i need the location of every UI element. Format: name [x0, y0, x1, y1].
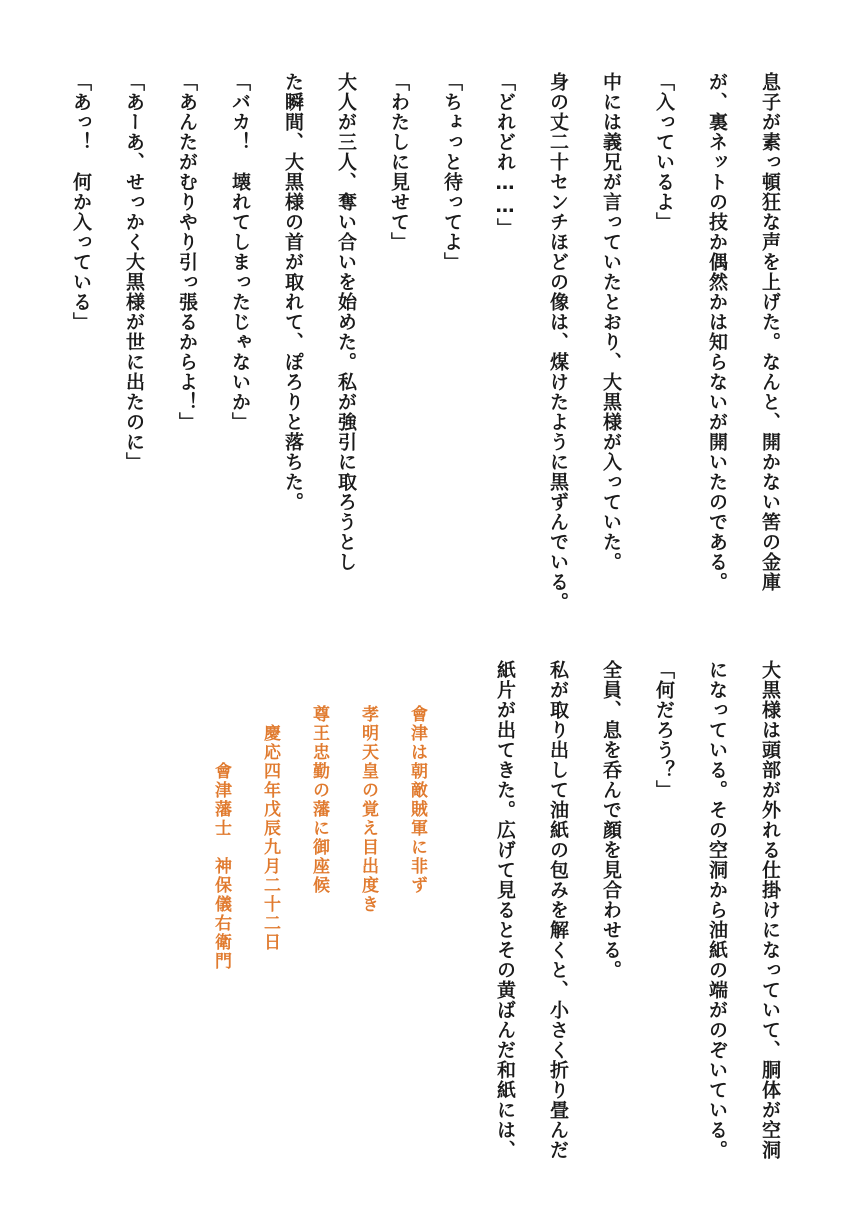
letter-line: 尊王忠勤の藩に御座候 — [309, 705, 329, 895]
text-line: 大人が三人、奪い合いを始めた。私が強引に取ろうとし — [335, 72, 357, 572]
letter-date: 慶応四年戊辰九月二十二日 — [260, 705, 280, 952]
text-line: た瞬間、大黒様の首が取れて、ぽろりと落ちた。 — [282, 72, 304, 512]
text-line: 「あーあ、せっかく大黒様が世に出たのに」 — [123, 72, 145, 472]
text-line: 紙片が出てきた。広げて見るとその黄ばんだ和紙には、 — [494, 660, 516, 1160]
letter-quote — [196, 705, 441, 1105]
text-line: 「入っているよ」 — [653, 72, 675, 232]
letter-signature: 會津藩士 神保儀右衛門 — [211, 705, 231, 971]
upper-paragraph — [54, 72, 796, 612]
text-line: 「わたしに見せて」 — [388, 72, 410, 252]
text-line: 息子が素っ頓狂な声を上げた。なんと、開かない筈の金庫 — [759, 72, 781, 592]
text-line: になっている。その空洞から油紙の端がのぞいている。 — [706, 660, 728, 1160]
text-line: 「ちょっと待ってよ」 — [441, 72, 463, 272]
text-line: 中には義兄が言っていたとおり、大黒様が入っていた。 — [600, 72, 622, 572]
text-line: 身の丈二十センチほどの像は、煤けたように黒ずんでいる。 — [547, 72, 569, 612]
text-line: 「あんたがむりやり引っ張るからよ！」 — [176, 72, 198, 432]
text-line: 大黒様は頭部が外れる仕掛けになっていて、胴体が空洞 — [759, 660, 781, 1160]
text-line: 「あっ！ 何か入っている」 — [70, 72, 92, 332]
letter-line: 孝明天皇の覚え目出度き — [358, 705, 378, 914]
text-line: 「バカ！ 壊れてしまったじゃないか」 — [229, 72, 251, 432]
text-line: 「何だろう？」 — [653, 660, 675, 800]
text-line: 「どれどれ……」 — [494, 72, 516, 238]
text-line: 私が取り出して油紙の包みを解くと、小さく折り畳んだ — [547, 660, 569, 1160]
letter-line: 會津は朝敵賊軍に非ず — [407, 705, 427, 895]
text-line: 全員、息を呑んで顔を見合わせる。 — [600, 660, 622, 980]
text-line: が、裏ネットの技か偶然かは知らないが開いたのである。 — [706, 72, 728, 592]
lower-paragraph — [478, 660, 796, 1180]
